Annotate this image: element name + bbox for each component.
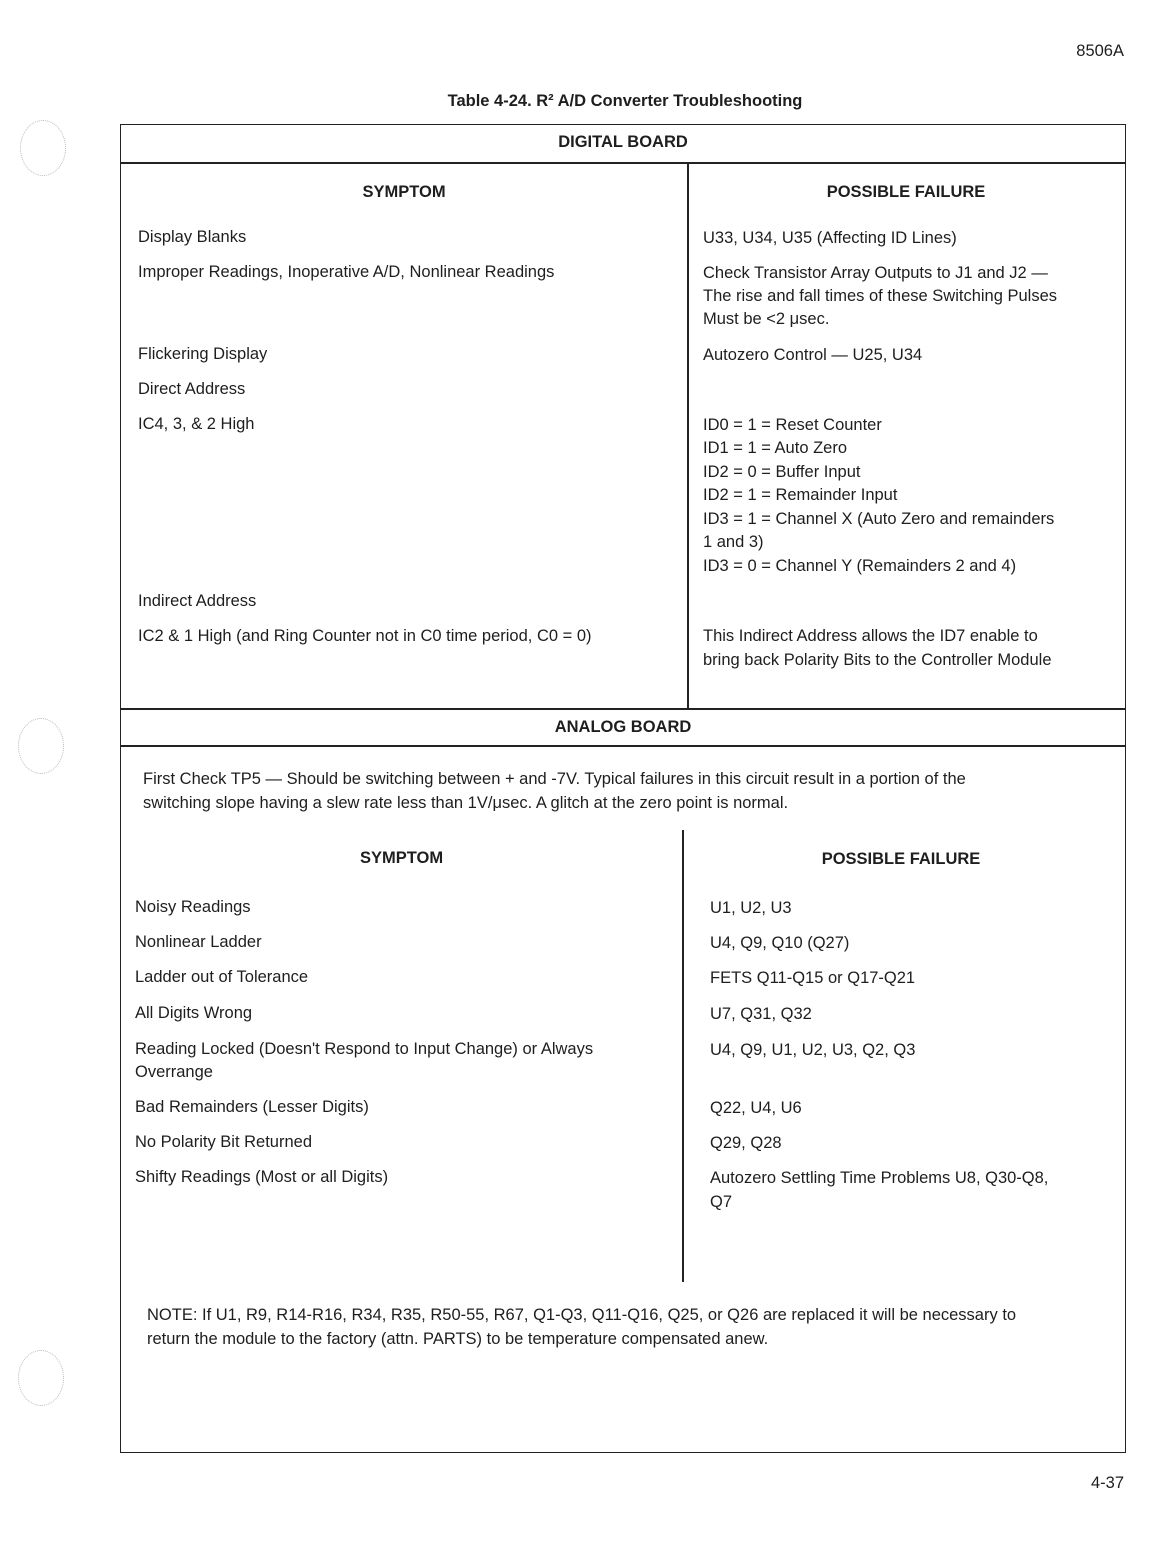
symptom: Nonlinear Ladder (135, 933, 262, 951)
symptom: No Polarity Bit Returned (135, 1133, 312, 1151)
punch-hole (20, 120, 66, 176)
failure: Autozero Settling Time Problems U8, Q30-Q8, (710, 1169, 1049, 1187)
table-title: Table 4-24. R² A/D Converter Troubleshooting (447, 92, 803, 110)
failure: This Indirect Address allows the ID7 enable to (703, 627, 1038, 645)
symptom: Reading Locked (Doesn't Respond to Input Change) or Always (135, 1040, 594, 1058)
failure: 1 and 3) (703, 533, 764, 551)
symptom-header: SYMPTOM (359, 849, 444, 867)
failure: Q7 (710, 1193, 733, 1211)
analog-intro: switching slope having a slew rate less than 1V/μsec. A glitch at the zero point is normal. (143, 794, 789, 812)
symptom: IC2 & 1 High (and Ring Counter not in C0 time period, C0 = 0) (138, 627, 592, 645)
symptom: Display Blanks (138, 228, 247, 246)
symptom: Bad Remainders (Lesser Digits) (135, 1098, 369, 1116)
divider (120, 162, 1126, 164)
failure: ID2 = 0 = Buffer Input (703, 463, 861, 481)
failure: Check Transistor Array Outputs to J1 and J2 — (703, 264, 1048, 282)
symptom: Direct Address (138, 380, 246, 398)
failure: U1, U2, U3 (710, 899, 792, 917)
symptom: Ladder out of Tolerance (135, 968, 309, 986)
failure-header: POSSIBLE FAILURE (821, 850, 981, 868)
failure-header: POSSIBLE FAILURE (826, 183, 986, 201)
model-number: 8506A (1076, 42, 1124, 60)
digital-board-heading: DIGITAL BOARD (558, 133, 688, 151)
symptom: Shifty Readings (Most or all Digits) (135, 1168, 389, 1186)
column-divider (687, 162, 689, 708)
failure: FETS Q11-Q15 or Q17-Q21 (710, 969, 916, 987)
failure: Must be <2 μsec. (703, 310, 830, 328)
punch-hole (18, 1350, 64, 1406)
symptom-header: SYMPTOM (362, 183, 446, 201)
failure: ID1 = 1 = Auto Zero (703, 439, 848, 457)
page-number: 4-37 (1090, 1474, 1124, 1492)
analog-board-heading: ANALOG BOARD (554, 718, 692, 736)
analog-intro: First Check TP5 — Should be switching between + and -7V. Typical failures in this circuit result in a portion of the (143, 770, 966, 788)
failure: Q29, Q28 (710, 1134, 782, 1152)
failure: Autozero Control — U25, U34 (703, 346, 923, 364)
failure: The rise and fall times of these Switching Pulses (703, 287, 1058, 305)
column-divider (682, 830, 684, 1282)
failure: U4, Q9, U1, U2, U3, Q2, Q3 (710, 1041, 916, 1059)
divider (120, 745, 1126, 747)
failure: Q22, U4, U6 (710, 1099, 802, 1117)
symptom: Indirect Address (138, 592, 257, 610)
symptom: Overrange (135, 1063, 213, 1081)
failure: bring back Polarity Bits to the Controller Module (703, 651, 1052, 669)
failure: ID3 = 1 = Channel X (Auto Zero and remainders (703, 510, 1055, 528)
failure: ID2 = 1 = Remainder Input (703, 486, 898, 504)
symptom: Improper Readings, Inoperative A/D, Nonlinear Readings (138, 263, 555, 281)
failure: U33, U34, U35 (Affecting ID Lines) (703, 229, 957, 247)
symptom: All Digits Wrong (135, 1004, 253, 1022)
divider (120, 708, 1126, 710)
punch-hole (18, 718, 64, 774)
failure: ID3 = 0 = Channel Y (Remainders 2 and 4) (703, 557, 1017, 575)
symptom: Noisy Readings (135, 898, 251, 916)
failure: U4, Q9, Q10 (Q27) (710, 934, 850, 952)
note: return the module to the factory (attn. PARTS) to be temperature compensated anew. (147, 1330, 769, 1348)
failure: ID0 = 1 = Reset Counter (703, 416, 882, 434)
failure: U7, Q31, Q32 (710, 1005, 812, 1023)
symptom: IC4, 3, & 2 High (138, 415, 255, 433)
symptom: Flickering Display (138, 345, 268, 363)
note: NOTE: If U1, R9, R14-R16, R34, R35, R50-55, R67, Q1-Q3, Q11-Q16, Q25, or Q26 are replaced it will be necessary to (147, 1306, 1017, 1324)
